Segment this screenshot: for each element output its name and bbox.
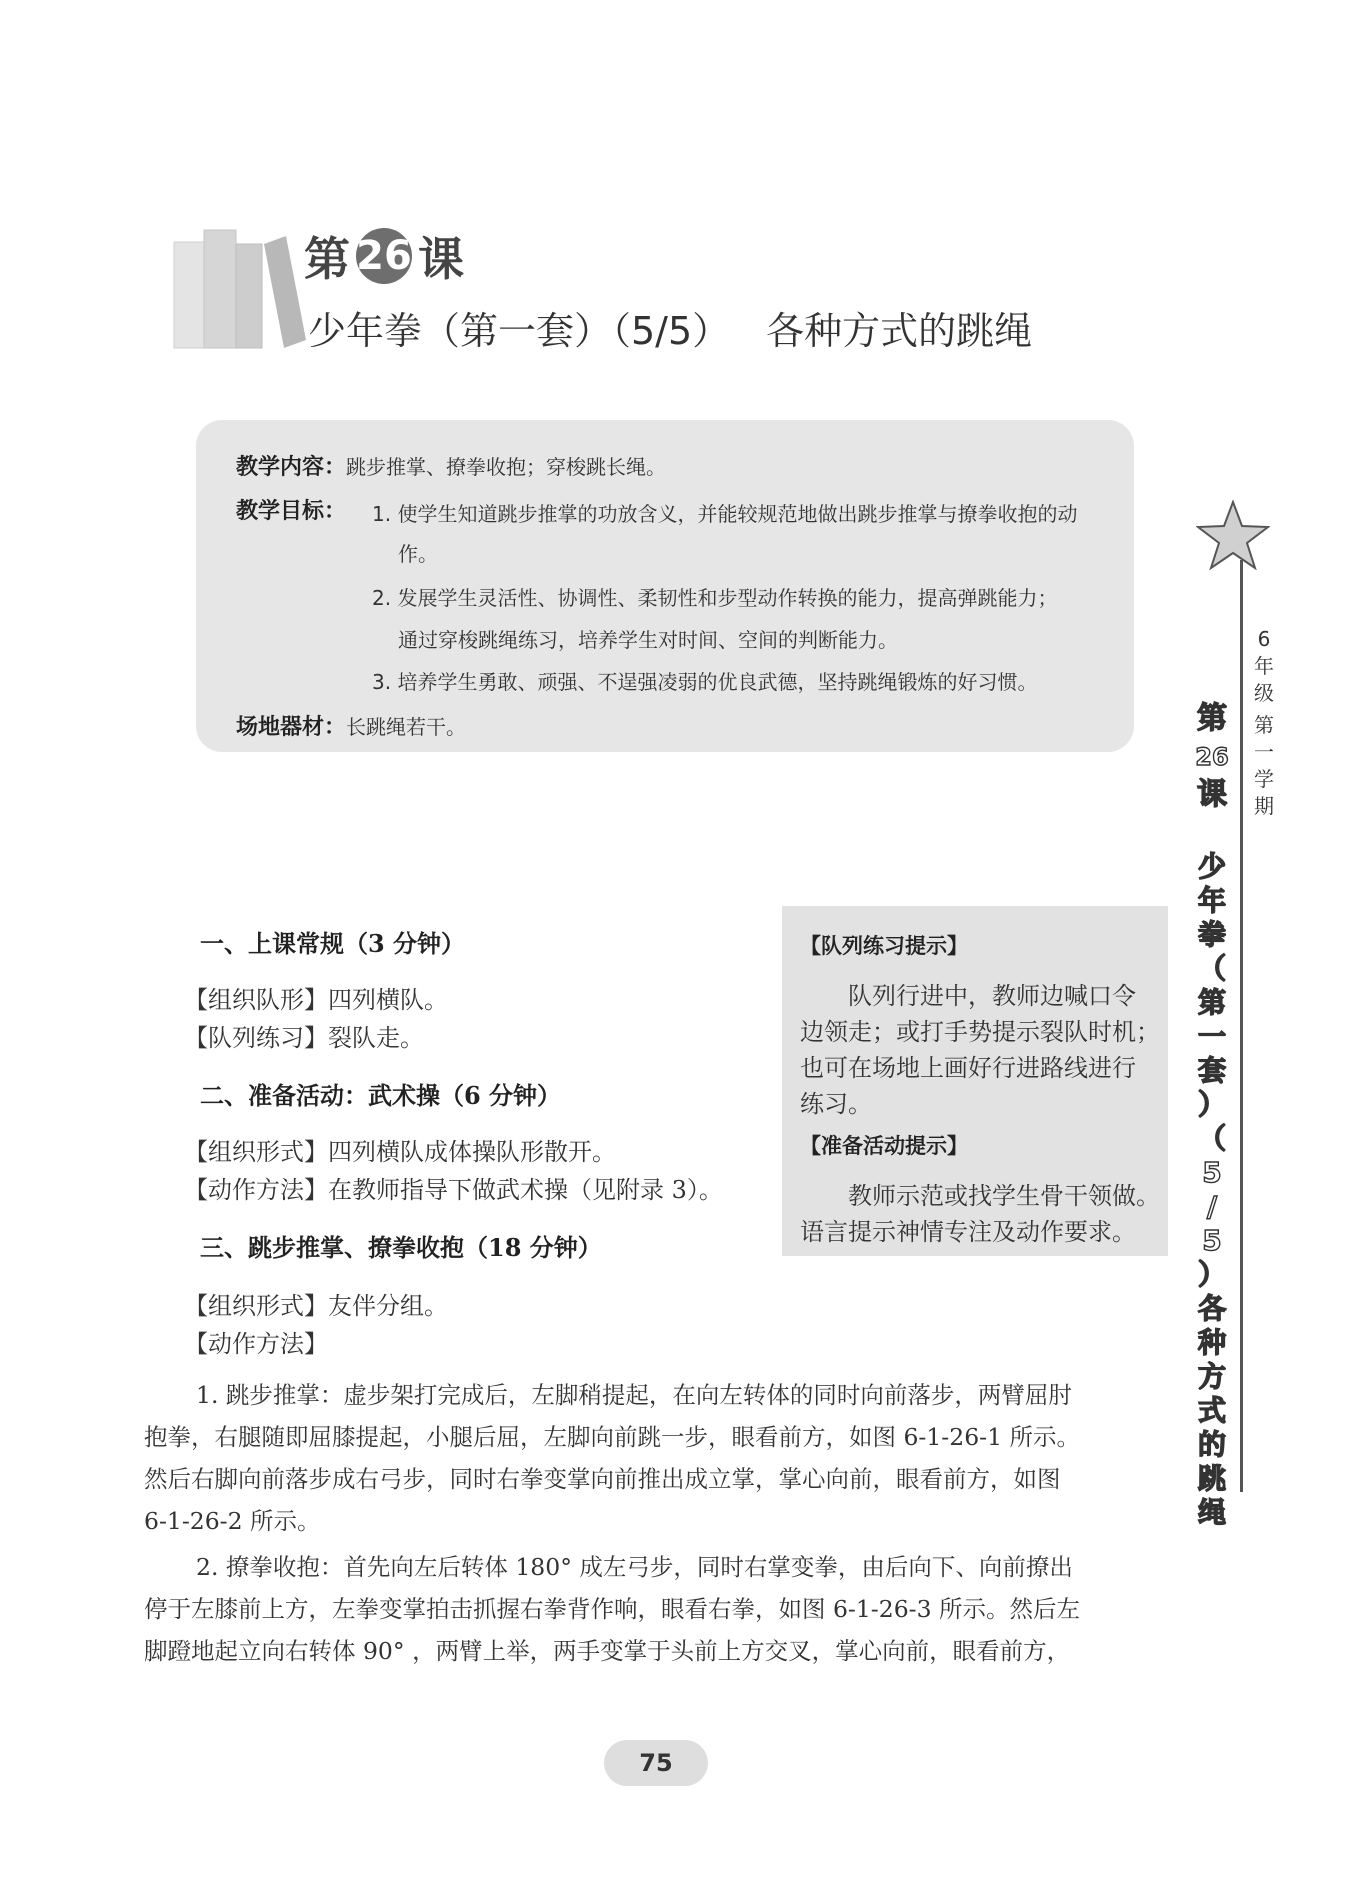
content-label: 教学内容： [236, 455, 347, 480]
star-icon [1196, 500, 1270, 570]
body-line: 脚蹬地起立向右转体 90° ，两臂上举，两手变掌于头前上方交叉，掌心向前，眼看前方， [144, 1637, 1071, 1665]
lesson-title [304, 226, 464, 286]
tip-line: 队列行进中，教师边喊口令 [848, 982, 1136, 1010]
side-char: 年 [1197, 884, 1226, 917]
equipment-label: 场地器材： [236, 715, 347, 740]
side-char: 5 [1202, 1224, 1222, 1257]
tip-line: 教师示范或找学生骨干领做。 [848, 1182, 1160, 1210]
side-char: 少 [1197, 850, 1226, 883]
body-line: 1. 跳步推掌：虚步架打完成后，左脚稍提起，在向左转体的同时向前落步，两臂屈肘 [196, 1381, 1072, 1409]
side-char: 绳 [1197, 1496, 1226, 1529]
lesson-number-badge: 26 [356, 228, 412, 284]
side-tab-divider [1240, 560, 1243, 1492]
goal-line: 1. 使学生知道跳步推掌的功放含义，并能较规范地做出跳步推掌与撩拳收抱的动 [372, 502, 1078, 526]
lesson-suffix: 课 [418, 232, 464, 286]
side-char: 第 [1197, 986, 1226, 1019]
side-char: 种 [1197, 1326, 1226, 1359]
side-char: 跳 [1197, 1462, 1226, 1495]
side-char: 拳 [1197, 918, 1226, 951]
content-value: 跳步推掌、撩拳收抱；穿梭跳长绳。 [346, 455, 667, 479]
goal-label: 教学目标： [236, 499, 347, 524]
subtitle-main: 少年拳（第一套）（5/5） [308, 309, 731, 353]
side-char: 期 [1254, 794, 1274, 818]
side-tab-lesson [1186, 700, 1238, 814]
section-line: 【组织形式】友伴分组。 [184, 1292, 448, 1320]
section-heading: 三、跳步推掌、撩拳收抱（18 分钟） [200, 1233, 602, 1262]
section-heading: 二、准备活动：武术操（6 分钟） [200, 1081, 562, 1110]
tip-line: 语言提示神情专注及动作要求。 [800, 1218, 1136, 1246]
side-char: 26 [1195, 743, 1229, 771]
body-line: 2. 撩拳收抱：首先向左后转体 180° 成左弓步，同时右掌变拳，由后向下、向前撩出 [196, 1553, 1073, 1581]
tip-title: 【队列练习提示】 [800, 934, 968, 958]
side-char: 第 [1197, 701, 1227, 736]
side-char: （ [1197, 1122, 1226, 1155]
section-line: 【队列练习】裂队走。 [184, 1024, 424, 1052]
side-tab-grade [1244, 626, 1284, 707]
side-char: 式 [1197, 1394, 1226, 1427]
side-char: 的 [1197, 1428, 1226, 1461]
tip-line: 也可在场地上画好行进路线进行 [800, 1054, 1136, 1082]
body-line: 停于左膝前上方，左拳变掌拍击抓握右拳背作响，眼看右拳，如图 6-1-26-3 所示。然后左 [144, 1595, 1081, 1623]
tip-title: 【准备活动提示】 [800, 1134, 968, 1158]
side-char: 一 [1254, 740, 1274, 764]
info-content-row [236, 450, 666, 481]
section-heading: 一、上课常规（3 分钟） [200, 929, 466, 958]
tip-line: 边领走；或打手势提示裂队时机； [800, 1018, 1160, 1046]
side-char: / [1206, 1190, 1218, 1223]
side-char: 一 [1197, 1020, 1226, 1053]
goal-line: 作。 [398, 542, 438, 566]
side-char: 5 [1202, 1156, 1222, 1189]
goal-line: 2. 发展学生灵活性、协调性、柔韧性和步型动作转换的能力，提高弹跳能力； [372, 586, 1058, 610]
body-line: 然后右脚向前落步成右弓步，同时右拳变掌向前推出成立掌，掌心向前，眼看前方，如图 [144, 1465, 1061, 1493]
side-char: ） [1197, 1258, 1226, 1291]
page-number: 75 [604, 1740, 708, 1786]
tip-line: 练习。 [800, 1090, 872, 1118]
side-char: 套 [1197, 1054, 1226, 1087]
goal-line: 通过穿梭跳绳练习，培养学生对时间、空间的判断能力。 [398, 628, 898, 652]
side-char: ） [1197, 1088, 1226, 1121]
lesson-prefix: 第 [304, 232, 350, 286]
section-line: 【组织队形】四列横队。 [184, 986, 448, 1014]
subtitle-secondary: 各种方式的跳绳 [766, 309, 1033, 353]
side-char: 年 [1254, 654, 1274, 678]
section-line: 【组织形式】四列横队成体操队形散开。 [184, 1138, 616, 1166]
side-tab-title [1186, 850, 1238, 1530]
equipment-value: 长跳绳若干。 [346, 715, 467, 739]
body-line: 6-1-26-2 所示。 [144, 1507, 321, 1535]
books-decoration-icon [168, 222, 308, 350]
section-line: 【动作方法】在教师指导下做武术操（见附录 3）。 [184, 1176, 723, 1204]
info-goal-label-row [236, 494, 346, 525]
side-tab-term [1244, 712, 1284, 820]
side-char: 第 [1254, 713, 1274, 737]
section-line: 【动作方法】 [184, 1330, 328, 1358]
body-line: 抱拳，右腿随即屈膝提起，小腿后屈，左脚向前跳一步，眼看前方，如图 6-1-26-1 所示。 [144, 1423, 1081, 1451]
goal-line: 3. 培养学生勇敢、顽强、不逞强凌弱的优良武德，坚持跳绳锻炼的好习惯。 [372, 670, 1038, 694]
side-char: 方 [1197, 1360, 1226, 1393]
side-char: 各 [1197, 1292, 1226, 1325]
side-char: 学 [1254, 767, 1274, 791]
side-char: （ [1197, 952, 1226, 985]
side-char: 6 [1257, 627, 1271, 651]
side-char: 级 [1254, 681, 1274, 705]
info-equipment-row [236, 710, 466, 741]
lesson-subtitle [308, 300, 1032, 355]
side-char: 课 [1197, 777, 1227, 812]
